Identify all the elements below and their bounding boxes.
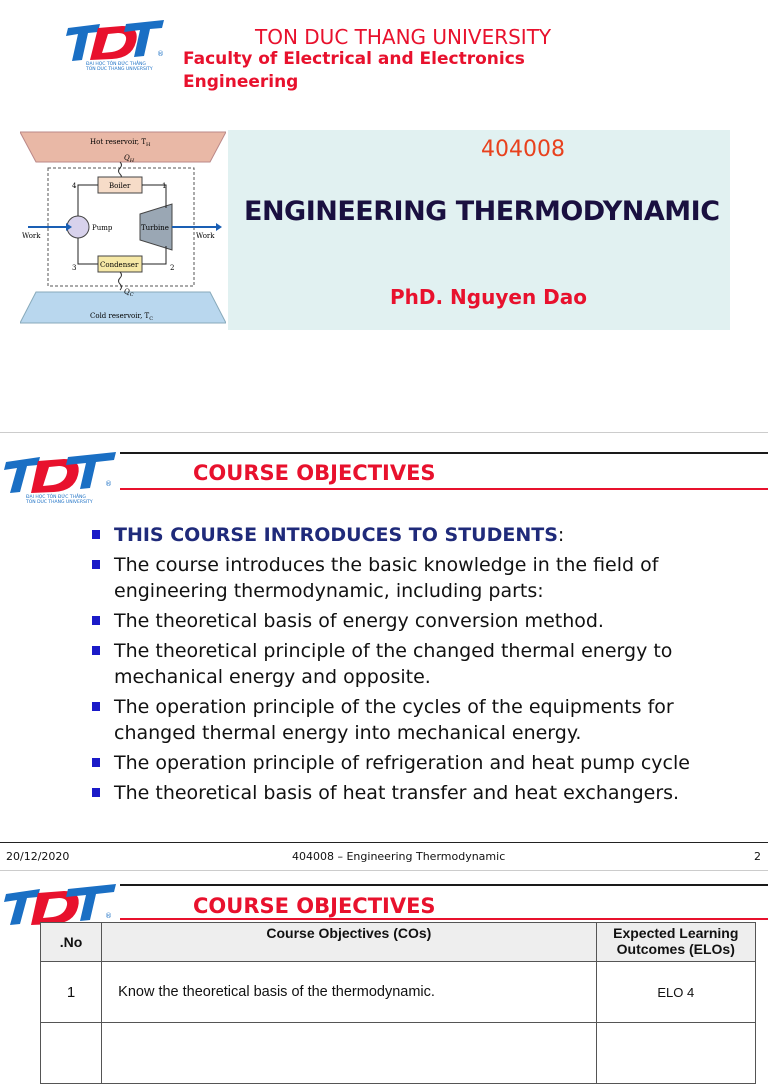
list-item: The theoretical basis of heat transfer and heat exchangers. <box>88 780 758 806</box>
svg-text:®: ® <box>157 50 164 58</box>
qh-label: $Q_H$ <box>124 154 135 164</box>
svg-text:2: 2 <box>170 264 175 272</box>
cold-reservoir-label: Cold reservoir, $T_C$ <box>90 312 154 322</box>
footer-course: 404008 – Engineering Thermodynamic <box>292 850 506 863</box>
svg-text:TON DUC THANG UNIVERSITY: TON DUC THANG UNIVERSITY <box>86 67 153 72</box>
objectives-list <box>88 522 758 810</box>
footer-rule <box>0 842 768 843</box>
footer-page-number: 2 <box>754 850 761 863</box>
slide-divider <box>0 432 768 433</box>
university-name: TON DUC THANG UNIVERSITY <box>255 25 552 49</box>
course-title: ENGINEERING THERMODYNAMIC <box>244 196 720 227</box>
svg-text:4: 4 <box>72 182 77 190</box>
cell-objective <box>102 1023 596 1084</box>
header-rule-top <box>120 884 768 886</box>
cell-objective: Know the theoretical basis of the thermodynamic. <box>102 962 596 1023</box>
work-out-label: Work <box>196 232 215 240</box>
svg-text:3: 3 <box>72 264 77 272</box>
hot-reservoir-label: Hot reservoir, $T_H$ <box>90 138 151 148</box>
table-header-row <box>41 923 756 962</box>
table-row <box>41 962 756 1023</box>
rankine-cycle-diagram <box>20 130 226 325</box>
svg-text:ĐẠI HỌC TÔN ĐỨC THẮNG: ĐẠI HỌC TÔN ĐỨC THẮNG <box>86 62 146 67</box>
list-item: The operation principle of refrigeration and heat pump cycle <box>88 750 758 776</box>
header-rule-top <box>120 452 768 454</box>
svg-text:1: 1 <box>162 182 167 190</box>
title-slide <box>0 0 768 430</box>
section-title: COURSE OBJECTIVES <box>193 461 436 485</box>
university-logo <box>60 18 172 72</box>
condenser-label: Condenser <box>100 261 139 269</box>
section-logo <box>0 452 122 504</box>
lecturer-name: PhD. Nguyen Dao <box>390 285 587 309</box>
col-header-objectives: Course Objectives (COs) <box>102 923 596 962</box>
cell-elo: ELO 4 <box>596 962 755 1023</box>
header-rule-red <box>120 488 768 490</box>
table-row <box>41 1023 756 1084</box>
list-item: The operation principle of the cycles of the equipments for changed thermal energy into mechanical energy. <box>88 694 758 746</box>
cell-elo <box>596 1023 755 1084</box>
svg-text:ĐẠI HỌC TÔN ĐỨC THẮNG: ĐẠI HỌC TÔN ĐỨC THẮNG <box>26 495 86 500</box>
section-title: COURSE OBJECTIVES <box>193 894 436 918</box>
qc-label: $Q_C$ <box>124 288 134 298</box>
svg-text:TON DUC THANG UNIVERSITY: TON DUC THANG UNIVERSITY <box>26 500 93 504</box>
list-item: The theoretical basis of energy conversion method. <box>88 608 758 634</box>
footer-date: 20/12/2020 <box>6 850 70 863</box>
svg-text:®: ® <box>105 912 112 920</box>
turbine-label: Turbine <box>141 224 169 232</box>
faculty-name: Faculty of Electrical and Electronics Engineering <box>183 49 525 92</box>
svg-text:®: ® <box>105 480 112 488</box>
cell-no <box>41 1023 102 1084</box>
boiler-label: Boiler <box>109 182 131 190</box>
course-code: 404008 <box>481 137 565 162</box>
list-intro: THIS COURSE INTRODUCES TO STUDENTS: <box>88 522 758 548</box>
header-rule-red <box>120 918 768 920</box>
col-header-no: .No <box>41 923 102 962</box>
col-header-elos: Expected Learning Outcomes (ELOs) <box>596 923 755 962</box>
slide-divider <box>0 870 768 871</box>
pump-label: Pump <box>92 224 113 232</box>
list-item: The theoretical principle of the changed thermal energy to mechanical energy and opposite. <box>88 638 758 690</box>
work-in-label: Work <box>22 232 41 240</box>
list-item: The course introduces the basic knowledge in the field of engineering thermodynamic, including parts: <box>88 552 758 604</box>
objectives-table <box>40 922 756 1084</box>
cell-no: 1 <box>41 962 102 1023</box>
